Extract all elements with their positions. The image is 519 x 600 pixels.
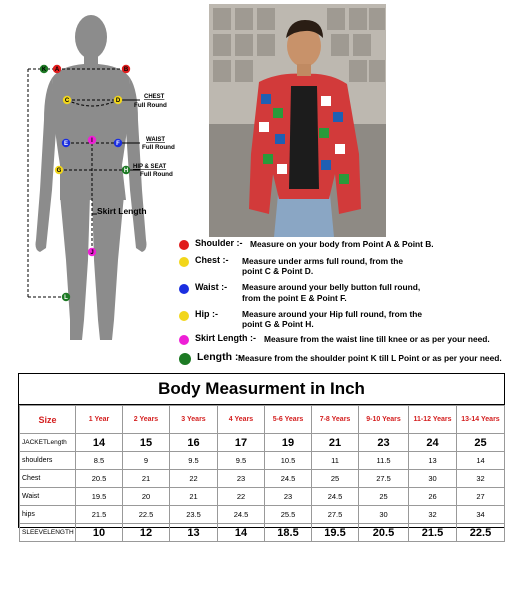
table-cell: 21: [170, 488, 218, 506]
green-dot-icon: [179, 353, 191, 365]
table-cell: 27.5: [312, 506, 359, 524]
point-g-label: G: [56, 168, 62, 174]
chest-sub-label: Full Round: [134, 102, 167, 109]
table-cell: 12: [123, 524, 170, 542]
table-cell: 23.5: [170, 506, 218, 524]
legend-term: Hip :-: [195, 309, 218, 319]
blue-dot-icon: [179, 284, 189, 294]
table-header-row: [20, 406, 505, 434]
table-cell: 24.5: [312, 488, 359, 506]
table-cell: 24: [409, 434, 457, 452]
boy-in-jacket-image: [209, 4, 386, 237]
waist-sub-label: Full Round: [142, 144, 175, 151]
legend-term: Skirt Length :-: [195, 333, 256, 343]
table-cell: 30: [409, 470, 457, 488]
table-cell: 34: [457, 506, 505, 524]
column-header: 7-8 Years: [312, 406, 359, 434]
table-cell: 14: [218, 524, 265, 542]
row-label: shoulders: [20, 452, 76, 470]
body-silhouette: [36, 15, 147, 340]
table-cell: 10.5: [265, 452, 312, 470]
table-cell: 23: [218, 470, 265, 488]
table-cell: 17: [218, 434, 265, 452]
legend-item-skirt-length: [179, 333, 256, 345]
row-label: Waist: [20, 488, 76, 506]
row-label: Chest: [20, 470, 76, 488]
legend-item-length: [179, 351, 242, 365]
legend-item-hip: [179, 309, 218, 321]
table-cell: 9.5: [170, 452, 218, 470]
table-cell: 19.5: [76, 488, 123, 506]
magenta-dot-icon: [179, 335, 189, 345]
table-cell: 21: [123, 470, 170, 488]
table-cell: 21: [312, 434, 359, 452]
table-cell: 10: [76, 524, 123, 542]
table-cell: 18.5: [265, 524, 312, 542]
table-cell: 9: [123, 452, 170, 470]
column-header: 9-10 Years: [359, 406, 409, 434]
model-photo: [209, 4, 386, 237]
row-label: SLEEVELENGTH: [20, 524, 76, 542]
legend-desc: Measure from the shoulder point K till L Point or as per your need.: [238, 353, 502, 363]
table-cell: 9.5: [218, 452, 265, 470]
point-e-label: E: [63, 141, 69, 147]
waist-label: WAIST: [146, 137, 165, 143]
column-header: 4 Years: [218, 406, 265, 434]
red-dot-icon: [179, 240, 189, 250]
column-header: 5-6 Years: [265, 406, 312, 434]
legend-desc-cont: point C & Point D.: [242, 266, 314, 276]
table-cell: 19: [265, 434, 312, 452]
table-cell: 19.5: [312, 524, 359, 542]
legend-desc: Measure on your body from Point A & Point B.: [250, 239, 434, 249]
table-cell: 13: [409, 452, 457, 470]
legend-desc: Measure under arms full round, from the: [242, 256, 404, 266]
legend-item-waist: [179, 282, 227, 294]
table-cell: 24.5: [218, 506, 265, 524]
legend-term: Waist :-: [195, 282, 228, 292]
table-cell: 21.5: [76, 506, 123, 524]
skirt-length-label: Skirt Length: [97, 206, 147, 216]
point-j-label: J: [90, 250, 94, 256]
table-cell: 22: [170, 470, 218, 488]
legend-item-shoulder: [179, 238, 243, 250]
column-header: 1 Year: [76, 406, 123, 434]
table-cell: 25: [312, 470, 359, 488]
table-cell: 15: [123, 434, 170, 452]
column-header: 11-12 Years: [409, 406, 457, 434]
row-label: JACKETLength: [20, 434, 76, 452]
point-h-label: H: [123, 168, 129, 174]
size-table: [19, 405, 505, 542]
table-cell: 27.5: [359, 470, 409, 488]
table-cell: 14: [76, 434, 123, 452]
table-cell: 23: [265, 488, 312, 506]
hip-label: HIP & SEAT: [133, 164, 167, 170]
legend-term: Shoulder :-: [195, 238, 243, 248]
table-cell: 32: [409, 506, 457, 524]
yellow-dot-icon: [179, 311, 189, 321]
point-b-label: B: [123, 67, 129, 73]
legend-desc: Measure from the waist line till knee or as per your need.: [264, 334, 490, 344]
point-f-label: F: [116, 141, 120, 147]
point-k-label: K: [41, 67, 47, 73]
hip-sub-label: Full Round: [140, 171, 173, 178]
legend-term: Length :-: [197, 351, 242, 363]
table-cell: 32: [457, 470, 505, 488]
table-row: [20, 524, 505, 542]
table-cell: 11.5: [359, 452, 409, 470]
legend-desc: Measure around your Hip full round, from the: [242, 309, 423, 319]
table-cell: 30: [359, 506, 409, 524]
table-cell: 24.5: [265, 470, 312, 488]
table-cell: 22.5: [123, 506, 170, 524]
table-cell: 25: [359, 488, 409, 506]
table-row: [20, 434, 505, 452]
legend-desc-cont: point G & Point H.: [242, 319, 314, 329]
point-d-label: D: [115, 98, 121, 104]
column-header: 3 Years: [170, 406, 218, 434]
table-cell: 23: [359, 434, 409, 452]
table-row: [20, 506, 505, 524]
table-cell: 26: [409, 488, 457, 506]
chest-label: CHEST: [144, 94, 165, 100]
body-measurement-figure: [0, 0, 180, 355]
row-label: hips: [20, 506, 76, 524]
table-cell: 21.5: [409, 524, 457, 542]
table-cell: 20: [123, 488, 170, 506]
size-header: Size: [20, 406, 76, 434]
table-cell: 20.5: [359, 524, 409, 542]
table-row: [20, 470, 505, 488]
table-row: [20, 452, 505, 470]
table-cell: 20.5: [76, 470, 123, 488]
table-cell: 13: [170, 524, 218, 542]
table-title: Body Measurment in Inch: [19, 374, 504, 405]
legend-term: Chest :-: [195, 255, 229, 265]
table-cell: 25.5: [265, 506, 312, 524]
legend-desc: Measure around your belly button full round,: [242, 282, 421, 292]
table-cell: 14: [457, 452, 505, 470]
table-cell: 27: [457, 488, 505, 506]
point-i-label: I: [91, 138, 93, 144]
column-header: 2 Years: [123, 406, 170, 434]
table-row: [20, 488, 505, 506]
table-cell: 22.5: [457, 524, 505, 542]
legend-desc-cont: from the point E & Point F.: [242, 293, 347, 303]
table-cell: 22: [218, 488, 265, 506]
size-chart-table: [18, 373, 505, 539]
table-cell: 11: [312, 452, 359, 470]
point-a-label: A: [54, 67, 60, 73]
legend-item-chest: [179, 255, 229, 267]
table-cell: 25: [457, 434, 505, 452]
column-header: 13-14 Years: [457, 406, 505, 434]
yellow-dot-icon: [179, 257, 189, 267]
table-cell: 8.5: [76, 452, 123, 470]
table-cell: 16: [170, 434, 218, 452]
point-l-label: L: [64, 295, 68, 301]
point-c-label: C: [64, 98, 70, 104]
